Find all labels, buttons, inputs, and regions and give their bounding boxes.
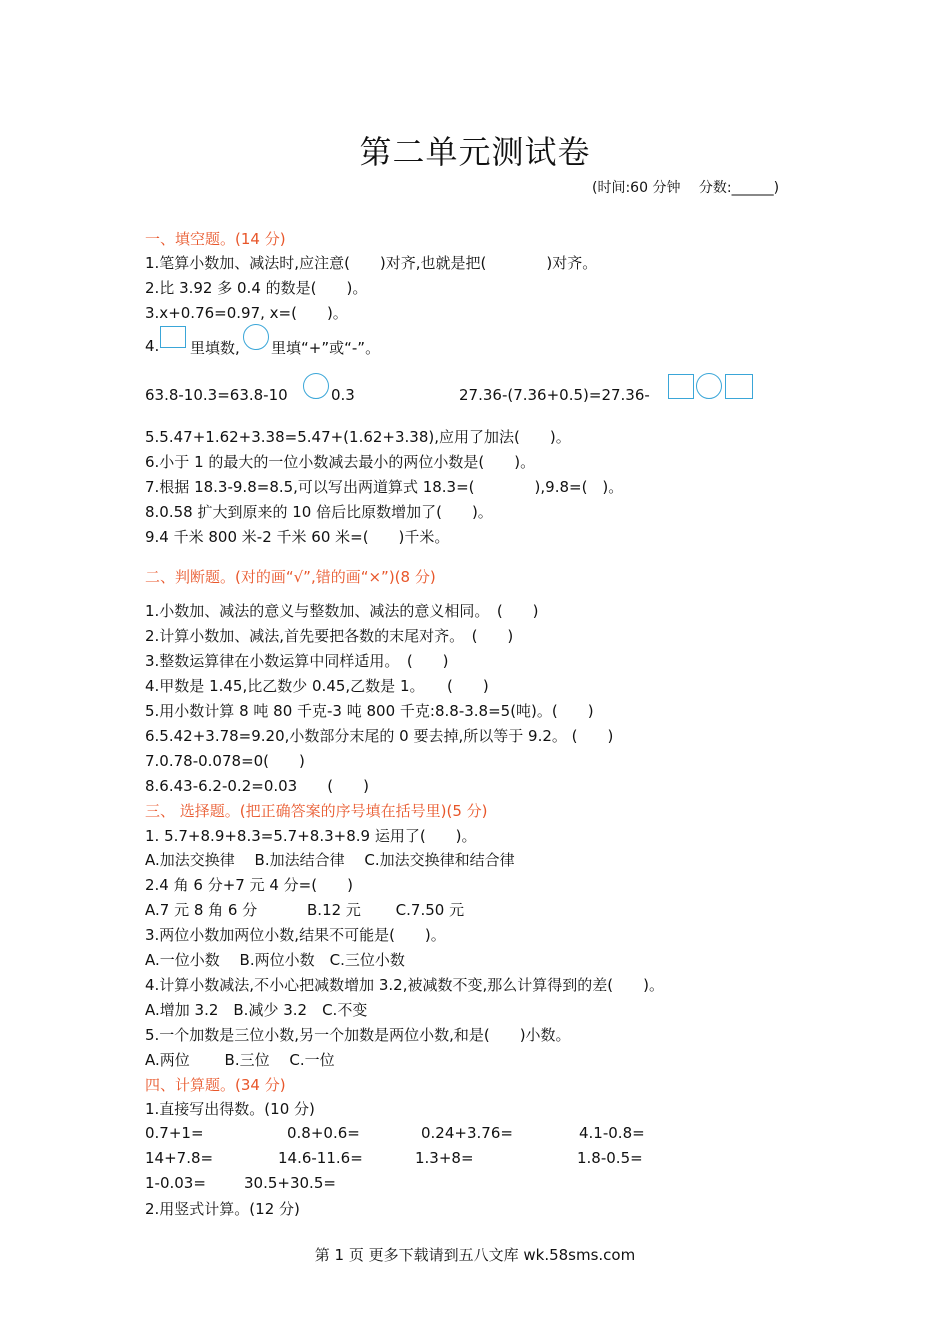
- judge-q7: 7.0.78-0.078=0( ): [145, 752, 305, 770]
- judge-q2: 2.计算小数加、减法,首先要把各数的末尾对齐。 ( ): [145, 627, 514, 645]
- fill-q4-suffix: 里填“+”或“-”。: [271, 339, 381, 357]
- page-footer: 第 1 页 更多下载请到五八文库 wk.58sms.com: [314, 1246, 636, 1264]
- calc-item: 4.1-0.8=: [579, 1124, 645, 1142]
- choice-q2-options: A.7 元 8 角 6 分 B.12 元 C.7.50 元: [145, 901, 465, 919]
- fill-q7: 7.根据 18.3-9.8=8.5,可以写出两道算式 18.3=( ),9.8=( )。: [145, 478, 624, 496]
- choice-q3-options: A.一位小数 B.两位小数 C.三位小数: [145, 951, 405, 969]
- fill-q5: 5.5.47+1.62+3.38=5.47+(1.62+3.38),应用了加法( )。: [145, 428, 571, 446]
- calc-item: 0.8+0.6=: [287, 1124, 360, 1142]
- fill-q2: 2.比 3.92 多 0.4 的数是( )。: [145, 279, 368, 297]
- calc-q1: 1.直接写出得数。(10 分): [145, 1100, 315, 1118]
- judge-q5: 5.用小数计算 8 吨 80 千克-3 吨 800 千克:8.8-3.8=5(吨)。( ): [145, 702, 594, 720]
- square-blank-icon: [725, 374, 753, 399]
- choice-q5: 5.一个加数是三位小数,另一个加数是两位小数,和是( )小数。: [145, 1026, 571, 1044]
- equation-left-b: 0.3: [331, 386, 355, 404]
- calc-item: 0.24+3.76=: [421, 1124, 513, 1142]
- judge-q8: 8.6.43-6.2-0.2=0.03 ( ): [145, 777, 369, 795]
- section-fill-heading: 一、填空题。(14 分): [145, 230, 286, 248]
- choice-q4-options: A.增加 3.2 B.减少 3.2 C.不变: [145, 1001, 368, 1019]
- section-choice-heading: 三、 选择题。(把正确答案的序号填在括号里)(5 分): [145, 802, 488, 820]
- fill-q8: 8.0.58 扩大到原来的 10 倍后比原数增加了( )。: [145, 503, 493, 521]
- fill-q3: 3.x+0.76=0.97, x=( )。: [145, 304, 348, 322]
- calc-item: 14+7.8=: [145, 1149, 214, 1167]
- calc-item: 1-0.03=: [145, 1174, 206, 1192]
- calc-item: 0.7+1=: [145, 1124, 204, 1142]
- exam-meta: (时间:60 分钟 分数:______): [592, 180, 780, 196]
- calc-item: 30.5+30.5=: [244, 1174, 336, 1192]
- choice-q3: 3.两位小数加两位小数,结果不可能是( )。: [145, 926, 446, 944]
- judge-q6: 6.5.42+3.78=9.20,小数部分末尾的 0 要去掉,所以等于 9.2。 ( ): [145, 727, 614, 745]
- section-calc-heading: 四、计算题。(34 分): [145, 1076, 286, 1094]
- fill-q9: 9.4 千米 800 米-2 千米 60 米=( )千米。: [145, 528, 450, 546]
- equation-right: 27.36-(7.36+0.5)=27.36-: [459, 386, 650, 404]
- section-judge-heading: 二、判断题。(对的画“√”,错的画“×”)(8 分): [145, 568, 436, 586]
- choice-q5-options: A.两位 B.三位 C.一位: [145, 1051, 335, 1069]
- calc-q2: 2.用竖式计算。(12 分): [145, 1200, 300, 1218]
- square-blank-icon: [668, 374, 694, 399]
- circle-blank-icon: [303, 373, 329, 399]
- circle-blank-icon: [696, 373, 722, 399]
- equation-left-a: 63.8-10.3=63.8-10: [145, 386, 288, 404]
- calc-item: 14.6-11.6=: [278, 1149, 363, 1167]
- page-title: 第二单元测试卷: [359, 133, 591, 171]
- judge-q1: 1.小数加、减法的意义与整数加、减法的意义相同。 ( ): [145, 602, 539, 620]
- judge-q4: 4.甲数是 1.45,比乙数少 0.45,乙数是 1。 ( ): [145, 677, 489, 695]
- fill-q6: 6.小于 1 的最大的一位小数减去最小的两位小数是( )。: [145, 453, 536, 471]
- fill-q4-mid: 里填数,: [190, 339, 240, 357]
- fill-q1: 1.笔算小数加、减法时,应注意( )对齐,也就是把( )对齐。: [145, 254, 598, 272]
- square-blank-icon: [160, 326, 186, 348]
- choice-q4: 4.计算小数减法,不小心把减数增加 3.2,被减数不变,那么计算得到的差( )。: [145, 976, 664, 994]
- judge-q3: 3.整数运算律在小数运算中同样适用。 ( ): [145, 652, 449, 670]
- choice-q1-options: A.加法交换律 B.加法结合律 C.加法交换律和结合律: [145, 851, 515, 869]
- choice-q1: 1. 5.7+8.9+8.3=5.7+8.3+8.9 运用了( )。: [145, 827, 477, 845]
- choice-q2: 2.4 角 6 分+7 元 4 分=( ): [145, 876, 353, 894]
- circle-blank-icon: [243, 324, 269, 350]
- fill-q4-prefix: 4.: [145, 337, 160, 355]
- calc-item: 1.3+8=: [415, 1149, 474, 1167]
- calc-item: 1.8-0.5=: [577, 1149, 643, 1167]
